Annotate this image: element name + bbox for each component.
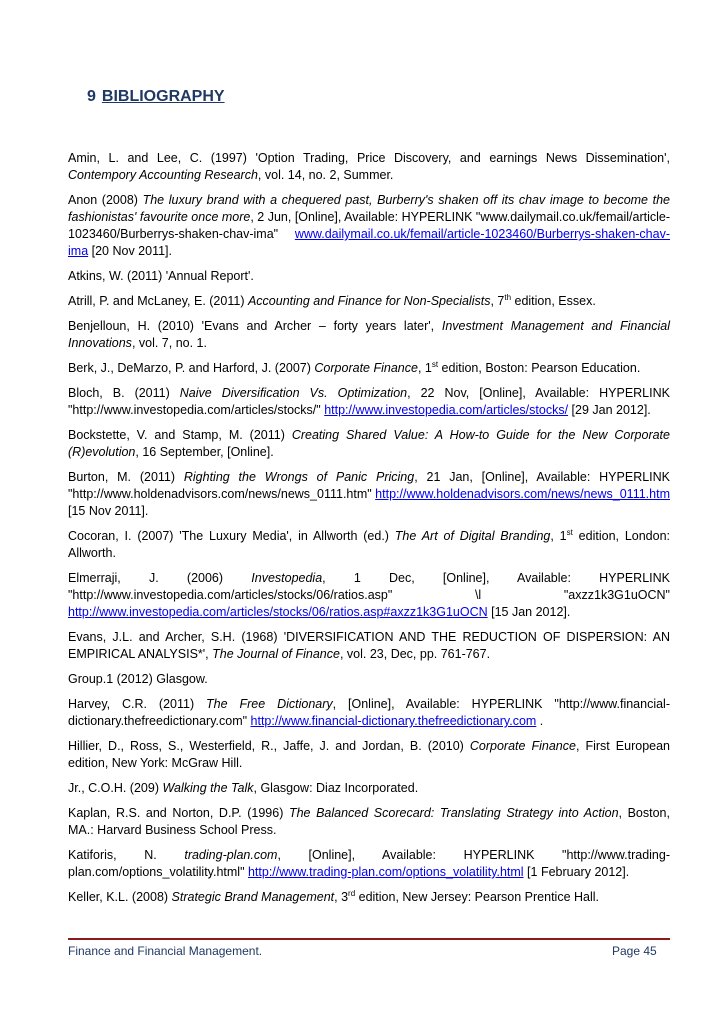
- entry-text: Berk, J., DeMarzo, P. and Harford, J. (2007): [68, 361, 315, 375]
- entry-text: Elmerraji, J. (2006): [68, 571, 252, 585]
- entry-title: The luxury brand with a chequered past, Burberry's shaken off its chav image to become the fashionistas' favourite once more: [68, 193, 670, 224]
- entry-details: , [Online], Available: HYPERLINK "http://www.financial-dictionary.thefreedictionary.com": [68, 697, 671, 728]
- entry-trailer: edition, New Jersey: Pearson Prentice Hall.: [355, 890, 600, 904]
- section-title: BIBLIOGRAPHY: [101, 88, 225, 105]
- entry-title: Accounting and Finance for Non-Specialists: [247, 294, 491, 308]
- entry-link[interactable]: http://www.financial-dictionary.thefreedictionary.com: [250, 714, 537, 728]
- entry-text: Katiforis, N.: [68, 848, 185, 862]
- bibliography-entry: [68, 629, 670, 663]
- entry-details: , vol. 7, no. 1.: [131, 336, 207, 350]
- bibliography-entry: [68, 738, 670, 772]
- entry-details: , 21 Jan, [Online], Available: HYPERLINK "http://www.holdenadvisors.com/news/news_0111.htm": [68, 470, 671, 501]
- entry-trailer: [15 Jan 2012].: [487, 605, 571, 619]
- entry-text: Kaplan, R.S. and Norton, D.P. (1996): [68, 806, 289, 820]
- entry-link[interactable]: http://www.investopedia.com/articles/stocks/06/ratios.asp#axzz1k3G1uOCN: [68, 605, 488, 619]
- bibliography-entry: [68, 360, 670, 377]
- entry-details: , 7: [490, 294, 505, 308]
- entry-trailer: .: [536, 714, 544, 728]
- entry-title: trading-plan.com: [184, 848, 278, 862]
- entry-text: Bloch, B. (2011): [68, 386, 180, 400]
- entry-title: The Art of Digital Branding: [394, 529, 551, 543]
- entry-text: Anon (2008): [68, 193, 143, 207]
- entry-title: Investopedia: [251, 571, 323, 585]
- entry-title: Walking the Talk: [162, 781, 254, 795]
- ordinal-suffix: th: [504, 292, 512, 302]
- bibliography-entry: [68, 780, 670, 797]
- entry-details: , 2 Jun, [Online], Available: HYPERLINK "www.dailymail.co.uk/femail/article-1023460/Burberrys-shaken-chav-ima": [68, 210, 670, 241]
- bibliography-entry: [68, 671, 670, 688]
- bibliography-entry: [68, 469, 670, 520]
- entry-trailer: edition, Boston: Pearson Education.: [438, 361, 641, 375]
- entry-title: Naive Diversification Vs. Optimization: [179, 386, 408, 400]
- entry-text: Hillier, D., Ross, S., Westerfield, R., Jaffe, J. and Jordan, B. (2010): [68, 739, 470, 753]
- entry-details: , vol. 23, Dec, pp. 761-767.: [339, 647, 491, 661]
- entry-details: , 22 Nov, [Online], Available: HYPERLINK "http://www.investopedia.com/articles/stocks/": [68, 386, 670, 417]
- ordinal-suffix: rd: [348, 888, 356, 898]
- bibliography-entry: [68, 150, 670, 184]
- entry-trailer: [29 Jan 2012].: [568, 403, 651, 417]
- entry-details: , 1 Dec, [Online], Available: HYPERLINK "http://www.investopedia.com/articles/stocks/06/ratios.asp" \l "axzz1k3G1uOCN": [68, 571, 671, 602]
- bibliography-entry: [68, 805, 670, 839]
- footer-rule: [68, 938, 670, 940]
- entry-details: , First European edition, New York: McGraw Hill.: [68, 739, 671, 770]
- bibliography-entry: [68, 528, 670, 562]
- bibliography-entry: [68, 268, 670, 285]
- entry-details: , vol. 14, no. 2, Summer.: [257, 168, 394, 182]
- entry-text: Cocoran, I. (2007) 'The Luxury Media', in Allworth (ed.): [68, 529, 395, 543]
- bibliography-entry: [68, 385, 670, 419]
- entry-trailer: [15 Nov 2011].: [68, 504, 149, 518]
- entry-trailer: edition, London: Allworth.: [68, 529, 671, 560]
- bibliography-entry: [68, 889, 670, 906]
- entry-title: Contempory Accounting Research: [68, 168, 258, 182]
- entry-title: The Balanced Scorecard: Translating Strategy into Action: [288, 806, 619, 820]
- bibliography-entry: [68, 696, 670, 730]
- entry-title: Strategic Brand Management: [171, 890, 335, 904]
- entry-details: , Boston, MA.: Harvard Business School Press.: [68, 806, 670, 837]
- entry-title: Investment Management and Financial Innovations: [68, 319, 670, 350]
- entry-text: Evans, J.L. and Archer, S.H. (1968) 'DIVERSIFICATION AND THE REDUCTION OF DISPERSION: AN EMPIRICAL ANALYSIS*',: [68, 630, 670, 661]
- entry-text: Harvey, C.R. (2011): [68, 697, 207, 711]
- entry-details: , 1: [550, 529, 567, 543]
- entry-details: , [Online], Available: HYPERLINK "http://www.trading-plan.com/options_volatility.html": [68, 848, 670, 879]
- ordinal-suffix: st: [431, 359, 439, 369]
- entry-text: Atkins, W. (2011) 'Annual Report'.: [68, 269, 254, 283]
- entry-title: Corporate Finance: [469, 739, 576, 753]
- bibliography-entry: [68, 427, 670, 461]
- ordinal-suffix: st: [566, 527, 573, 537]
- entry-details: , 16 September, [Online].: [135, 445, 274, 459]
- entry-text: Benjelloun, H. (2010) 'Evans and Archer – forty years later',: [68, 319, 442, 333]
- entry-text: Bockstette, V. and Stamp, M. (2011): [68, 428, 292, 442]
- bibliography-entry: [68, 293, 670, 310]
- footer-title: Finance and Financial Management.: [68, 944, 263, 958]
- entry-details: , Glasgow: Diaz Incorporated.: [253, 781, 419, 795]
- entry-link[interactable]: http://www.holdenadvisors.com/news/news_0111.htm: [375, 487, 670, 501]
- entry-title: The Free Dictionary: [206, 697, 333, 711]
- entry-title: The Journal of Finance: [212, 647, 340, 661]
- entry-title: Righting the Wrongs of Panic Pricing: [183, 470, 415, 484]
- entry-link[interactable]: http://www.investopedia.com/articles/stocks/: [324, 403, 569, 417]
- entry-text: Keller, K.L. (2008): [68, 890, 172, 904]
- entry-details: , 3: [334, 890, 349, 904]
- entry-text: Amin, L. and Lee, C. (1997) 'Option Trading, Price Discovery, and earnings News Dissemination',: [68, 151, 670, 165]
- entry-text: Group.1 (2012) Glasgow.: [68, 672, 208, 686]
- entry-text: Burton, M. (2011): [68, 470, 184, 484]
- entry-title: Corporate Finance: [314, 361, 418, 375]
- page-number: Page 45: [612, 944, 657, 958]
- entry-link[interactable]: www.dailymail.co.uk/femail/article-1023460/Burberrys-shaken-chav-ima: [68, 227, 670, 258]
- section-heading: [87, 88, 225, 106]
- entry-link[interactable]: http://www.trading-plan.com/options_volatility.html: [247, 865, 524, 879]
- bibliography-list: [68, 150, 670, 914]
- bibliography-entry: [68, 847, 670, 881]
- entry-text: Jr., C.O.H. (209): [68, 781, 163, 795]
- entry-trailer: [1 February 2012].: [523, 865, 630, 879]
- bibliography-entry: [68, 318, 670, 352]
- bibliography-entry: [68, 192, 670, 260]
- entry-title: Creating Shared Value: A How-to Guide for the New Corporate (R)evolution: [68, 428, 670, 459]
- entry-trailer: [20 Nov 2011].: [88, 244, 173, 258]
- entry-text: Atrill, P. and McLaney, E. (2011): [68, 294, 248, 308]
- entry-details: , 1: [417, 361, 432, 375]
- bibliography-entry: [68, 570, 670, 621]
- entry-trailer: edition, Essex.: [511, 294, 596, 308]
- section-number: 9: [87, 88, 96, 105]
